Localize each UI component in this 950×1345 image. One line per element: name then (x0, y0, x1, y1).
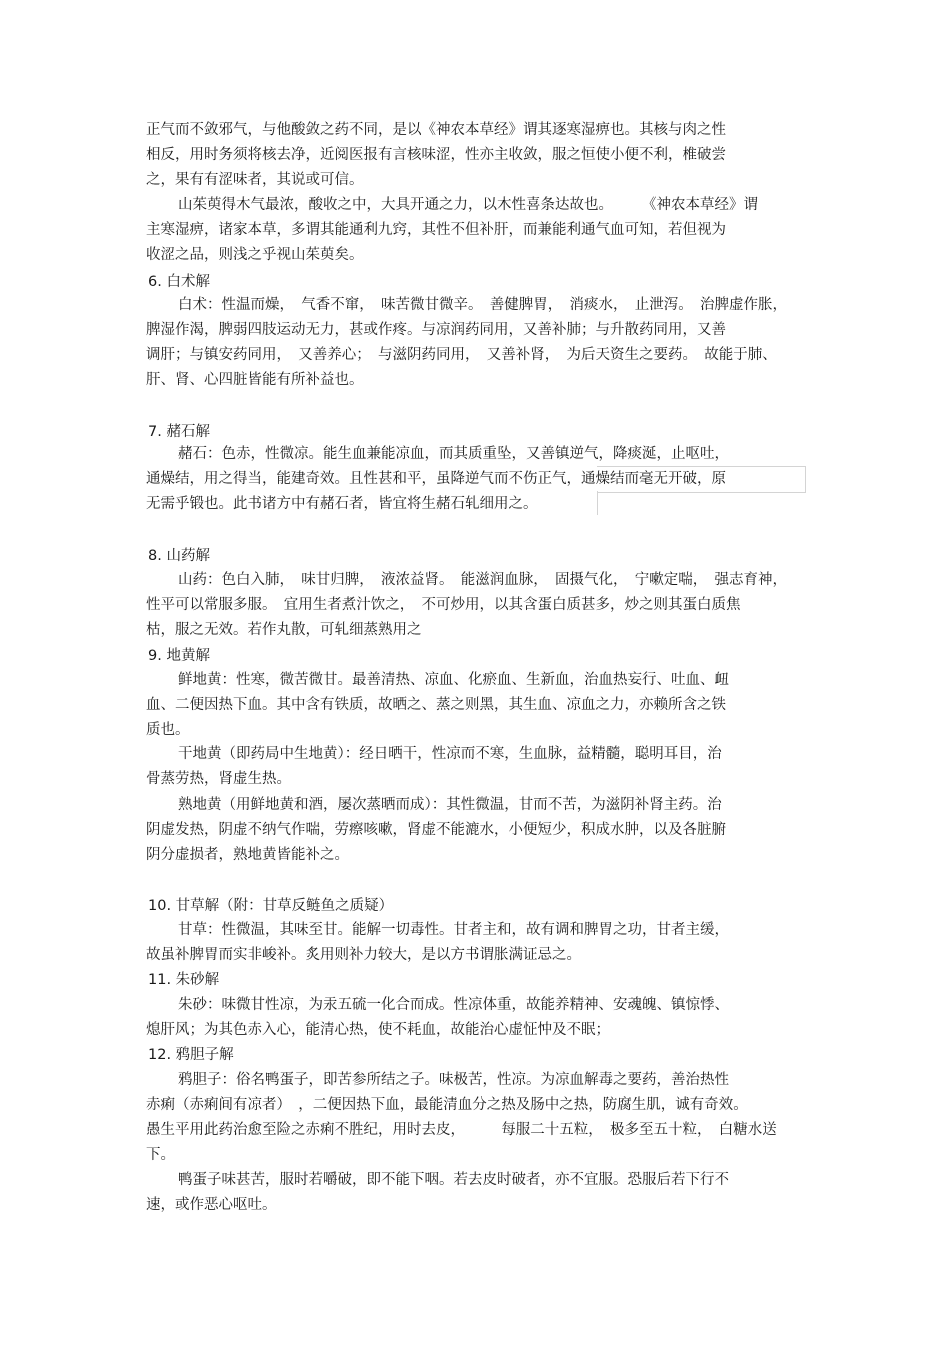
paragraph-line: 速，或作恶心呕吐。 (146, 1197, 277, 1213)
paragraph-line: 山药：色白入肺， 味甘归脾， 液浓益肾。 能滋润血脉， 固摄气化， 宁嗽定喘， 强志育神， (178, 572, 787, 588)
section-heading: 7. 赭石解 (148, 424, 210, 440)
paragraph-line: 下。 (146, 1147, 175, 1163)
paragraph-line: 朱砂：味微甘性凉，为汞五硫一化合而成。性凉体重，故能养精神、安魂魄、镇惊悸、 (178, 997, 729, 1013)
section-heading: 11. 朱砂解 (148, 972, 220, 988)
paragraph-line: 肝、肾、心四脏皆能有所补益也。 (146, 372, 364, 388)
paragraph-line: 质也。 (146, 722, 190, 738)
section-heading: 6. 白术解 (148, 274, 210, 290)
paragraph-line: 山茱萸得木气最浓，酸收之中，大具开通之力，以木性喜条达故也。 《神农本草经》谓 (178, 197, 758, 213)
paragraph-line: 干地黄（即药局中生地黄）：经日晒干，性凉而不寒，生血脉，益精髓，聪明耳目，治 (178, 746, 722, 762)
paragraph-line: 枯，服之无效。若作丸散，可轧细蒸熟用之 (146, 622, 422, 638)
paragraph-line: 骨蒸劳热，肾虚生热。 (146, 771, 291, 787)
paragraph-line: 无需乎锻也。此书诸方中有赭石者，皆宜将生赭石轧细用之。 (146, 496, 538, 512)
paragraph-line: 赤痢（赤痢间有凉者） ，二便因热下血，最能清血分之热及肠中之热，防腐生肌，诚有奇效。 (146, 1097, 748, 1113)
paragraph-line: 白术：性温而燥， 气香不窜， 味苦微甘微辛。 善健脾胃， 消痰水， 止泄泻。 治脾虚作胀， (178, 297, 787, 313)
paragraph-line: 甘草：性微温，其味至甘。能解一切毒性。甘者主和，故有调和脾胃之功，甘者主缓， (178, 922, 729, 938)
paragraph-line: 调肝；与镇安药同用， 又善养心； 与滋阴药同用， 又善补肾， 为后天资生之要药。 故能于肺、 (146, 347, 777, 363)
paragraph-line: 鸭蛋子味甚苦，服时若嚼破，即不能下咽。若去皮时破者，亦不宜服。恐服后若下行不 (178, 1172, 729, 1188)
paragraph-line: 通燥结，用之得当，能建奇效。且性甚和平，虽降逆气而不伤正气，通燥结而毫无开破，原 (146, 471, 726, 487)
paragraph-line: 阴虚发热，阴虚不纳气作喘，劳瘵咳嗽，肾虚不能漉水，小便短少，积成水肿，以及各脏腑 (146, 822, 726, 838)
section-heading: 12. 鸦胆子解 (148, 1047, 234, 1063)
paragraph-line: 熟地黄（用鲜地黄和酒，屡次蒸晒而成）：其性微温，甘而不苦，为滋阴补肾主药。治 (178, 797, 722, 813)
paragraph-line: 主寒湿痹，诸家本草，多谓其能通利九窍，其性不但补肝，而兼能利通气血可知，若但视为 (146, 222, 726, 238)
paragraph-line: 愚生平用此药治愈至险之赤痢不胜纪，用时去皮， 每服二十五粒， 极多至五十粒， 白糖水送 (146, 1122, 777, 1138)
section-heading: 10. 甘草解（附：甘草反鲢鱼之质疑） (148, 898, 394, 914)
paragraph-line: 之，果有有涩味者，其说或可信。 (146, 172, 364, 188)
paragraph-line: 故虽补脾胃而实非峻补。炙用则补力较大，是以方书谓胀满证忌之。 (146, 947, 581, 963)
paragraph-line: 脾湿作渴，脾弱四肢运动无力，甚或作疼。与凉润药同用，又善补肺；与升散药同用，又善 (146, 322, 726, 338)
paragraph-line: 鸦胆子：俗名鸭蛋子，即苦参所结之子。味极苦，性凉。为凉血解毒之要药，善治热性 (178, 1072, 729, 1088)
section-heading: 8. 山药解 (148, 548, 210, 564)
paragraph-line: 阴分虚损者，熟地黄皆能补之。 (146, 847, 349, 863)
paragraph-line: 正气而不敛邪气，与他酸敛之药不同，是以《神农本草经》谓其逐寒湿痹也。其核与肉之性 (146, 122, 726, 138)
paragraph-line: 血、二便因热下血。其中含有铁质，故晒之、蒸之则黑，其生血、凉血之力，亦赖所含之铁 (146, 697, 726, 713)
paragraph-line: 赭石：色赤，性微凉。能生血兼能凉血，而其质重坠，又善镇逆气，降痰涎，止呕吐， (178, 446, 729, 462)
paragraph-line: 收涩之品，则浅之乎视山茱萸矣。 (146, 247, 364, 263)
paragraph-line: 熄肝风；为其色赤入心，能清心热，使不耗血，故能治心虚怔忡及不眠； (146, 1022, 610, 1038)
paragraph-line: 性平可以常服多服。 宜用生者煮汁饮之， 不可炒用，以其含蛋白质甚多，炒之则其蛋白质焦 (146, 597, 741, 613)
section-heading: 9. 地黄解 (148, 648, 210, 664)
paragraph-line: 鲜地黄：性寒，微苦微甘。最善清热、凉血、化瘀血、生新血，治血热妄行、吐血、衄 (178, 672, 729, 688)
paragraph-line: 相反，用时务须将核去净，近阅医报有言核味涩，性亦主收敛，服之恒使小便不利，椎破尝 (146, 147, 726, 163)
